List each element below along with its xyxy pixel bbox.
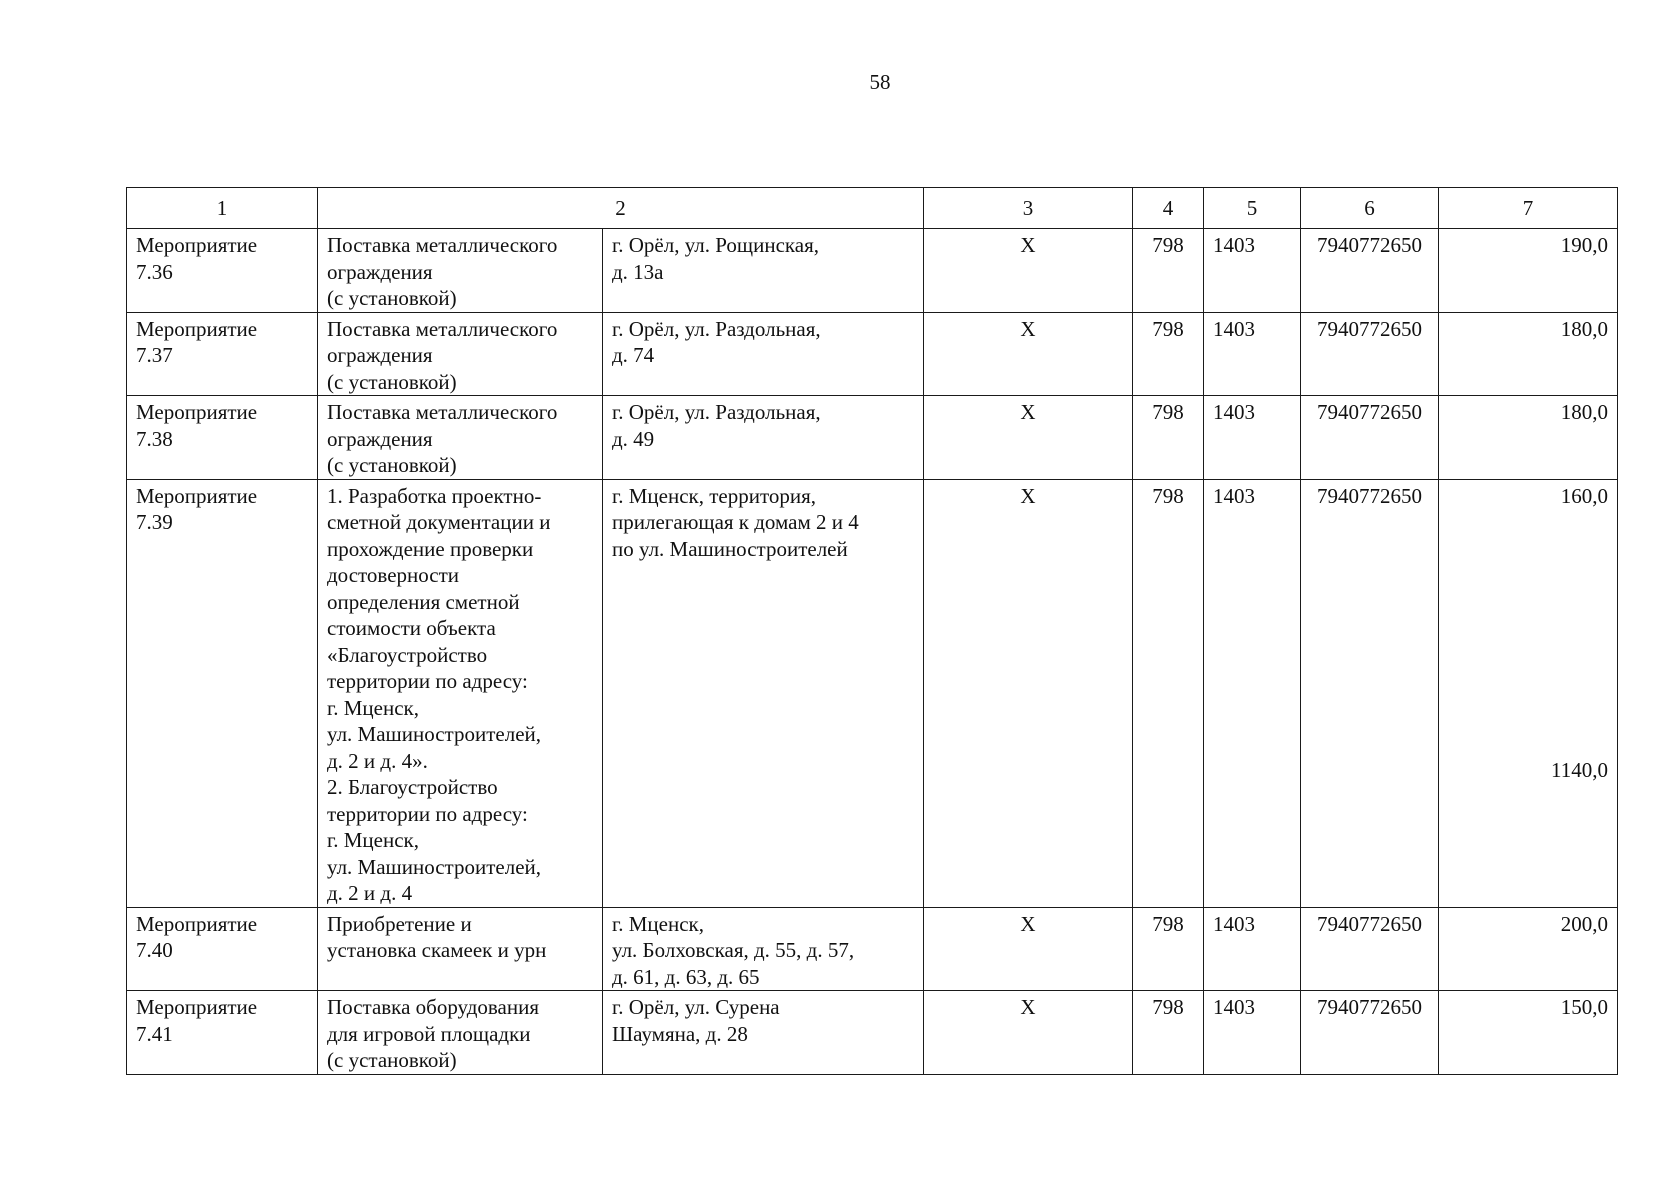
- amount-value: 200,0: [1560, 911, 1608, 936]
- col3-cell: Х: [924, 229, 1133, 313]
- col4-cell: 798: [1133, 907, 1204, 991]
- amount-value: 180,0: [1560, 400, 1608, 424]
- col4-cell: 798: [1133, 396, 1204, 480]
- col6-cell: 7940772650: [1301, 312, 1439, 396]
- header-col-6: 6: [1301, 188, 1439, 229]
- amount-cell: [1439, 907, 1618, 991]
- description-cell: Приобретение и установка скамеек и урн: [318, 907, 603, 991]
- col3-cell: Х: [924, 312, 1133, 396]
- event-cell: Мероприятие 7.39: [127, 479, 318, 907]
- col3-cell: Х: [924, 991, 1133, 1075]
- amount-value: 160,0: [1560, 483, 1608, 508]
- col5-cell: 1403: [1204, 907, 1301, 991]
- col4-cell: 798: [1133, 991, 1204, 1075]
- event-cell: Мероприятие 7.38: [127, 396, 318, 480]
- address-cell: г. Орёл, ул. Раздольная, д. 49: [603, 396, 924, 480]
- col6-cell: 7940772650: [1301, 396, 1439, 480]
- amount-value: 150,0: [1560, 995, 1608, 1019]
- address-cell: г. Орёл, ул. Рощинская, д. 13а: [603, 229, 924, 313]
- col6-cell: 7940772650: [1301, 229, 1439, 313]
- page-number: 58: [869, 70, 891, 94]
- amount-cell: [1439, 396, 1618, 480]
- address-cell: г. Орёл, ул. Сурена Шаумяна, д. 28: [603, 991, 924, 1075]
- header-col-3: 3: [924, 188, 1133, 229]
- col4-cell: 798: [1133, 229, 1204, 313]
- col4-cell: 798: [1133, 479, 1204, 907]
- budget-table: [126, 187, 1618, 1075]
- col3-cell: Х: [924, 479, 1133, 907]
- header-col-7: 7: [1439, 188, 1618, 229]
- amount-list: [1448, 483, 1608, 784]
- col4-cell: 798: [1133, 312, 1204, 396]
- header-col-4: 4: [1133, 188, 1204, 229]
- header-col-2: 2: [318, 188, 924, 229]
- address-cell: г. Мценск, ул. Болховская, д. 55, д. 57, д. 61, д. 63, д. 65: [603, 907, 924, 991]
- col5-cell: 1403: [1204, 396, 1301, 480]
- col5-cell: 1403: [1204, 991, 1301, 1075]
- header-col-5: 5: [1204, 188, 1301, 229]
- address-cell: г. Орёл, ул. Раздольная, д. 74: [603, 312, 924, 396]
- table-row: [127, 312, 1618, 396]
- event-cell: Мероприятие 7.37: [127, 312, 318, 396]
- description-cell: 1. Разработка проектно- сметной документации и прохождение проверки достоверности определения сметной стоимости объекта «Благоустройство территории по адресу: г. Мценск, ул. Машиностроителей, д. 2 и д. 4». 2. Благоустройство территории по адресу: г. Мценск, ул. Машиностроителей, д. 2 и д. 4: [318, 479, 603, 907]
- table-row: [127, 396, 1618, 480]
- amount-cell: [1439, 229, 1618, 313]
- table-row: [127, 229, 1618, 313]
- table-row: [127, 907, 1618, 991]
- event-cell: Мероприятие 7.41: [127, 991, 318, 1075]
- amount-value: 190,0: [1560, 233, 1608, 257]
- col5-cell: 1403: [1204, 229, 1301, 313]
- description-cell: Поставка оборудования для игровой площадки (с установкой): [318, 991, 603, 1075]
- col5-cell: 1403: [1204, 479, 1301, 907]
- table-row: [127, 991, 1618, 1075]
- table-header-row: [127, 188, 1618, 229]
- col6-cell: 7940772650: [1301, 907, 1439, 991]
- col6-cell: 7940772650: [1301, 991, 1439, 1075]
- col5-cell: 1403: [1204, 312, 1301, 396]
- col3-cell: Х: [924, 396, 1133, 480]
- table-row: [127, 479, 1618, 907]
- amount-value: 180,0: [1560, 316, 1608, 341]
- amount-cell: [1439, 991, 1618, 1075]
- header-col-1: 1: [127, 188, 318, 229]
- description-cell: Поставка металлического ограждения (с установкой): [318, 229, 603, 313]
- col6-cell: 7940772650: [1301, 479, 1439, 907]
- description-cell: Поставка металлического ограждения (с установкой): [318, 312, 603, 396]
- amount-cell: [1439, 312, 1618, 396]
- amount-cell: [1439, 479, 1618, 907]
- event-cell: Мероприятие 7.40: [127, 907, 318, 991]
- amount-value: 1140,0: [1551, 758, 1608, 782]
- col3-cell: Х: [924, 907, 1133, 991]
- event-cell: Мероприятие 7.36: [127, 229, 318, 313]
- address-cell: г. Мценск, территория, прилегающая к домам 2 и 4 по ул. Машиностроителей: [603, 479, 924, 907]
- description-cell: Поставка металлического ограждения (с установкой): [318, 396, 603, 480]
